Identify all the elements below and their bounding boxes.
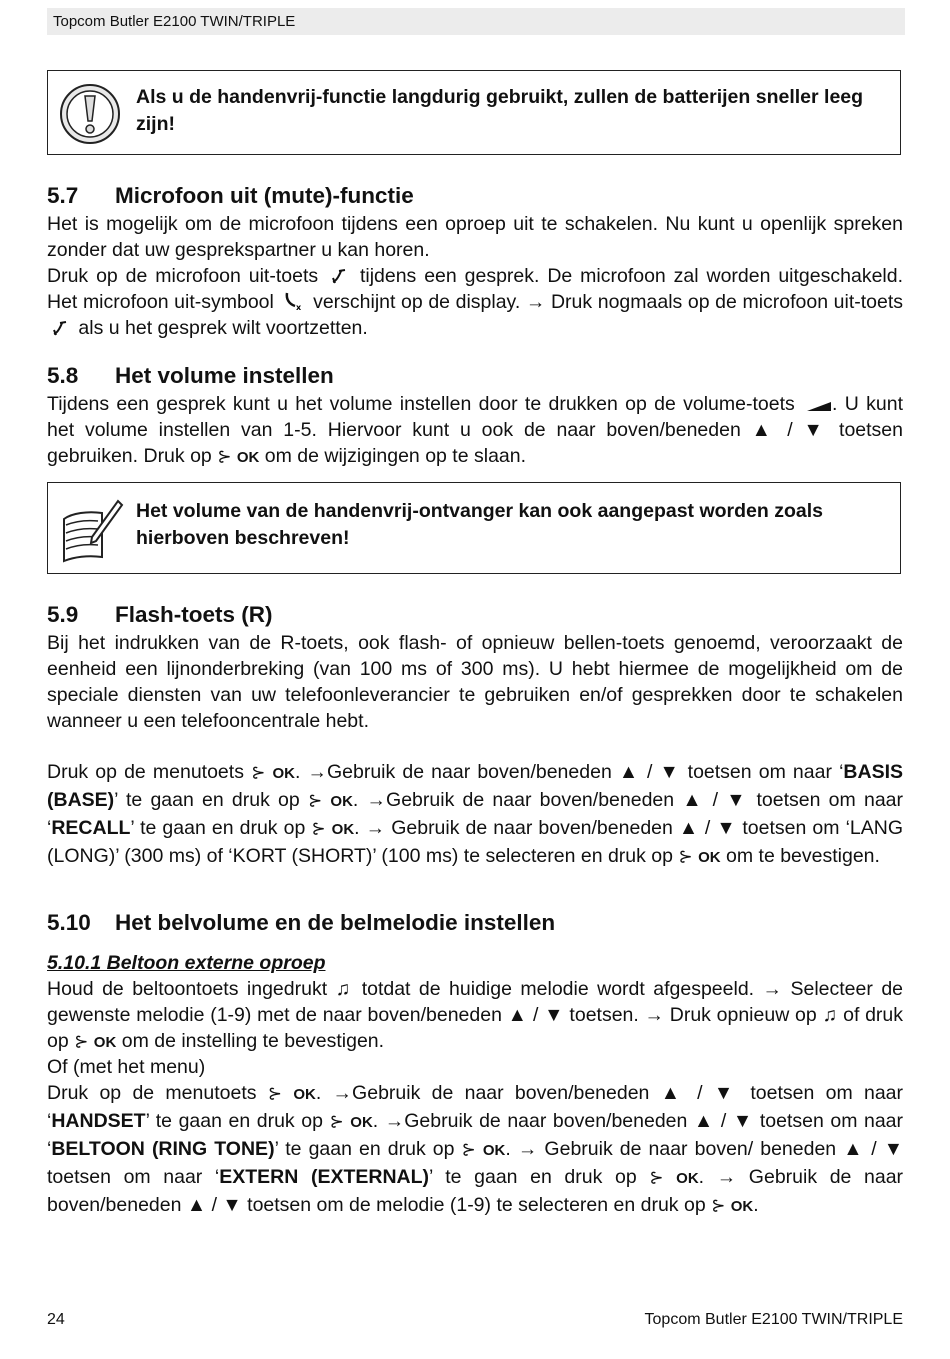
ok-key-icon: ⊱ [311,819,326,838]
ok-key-icon: ⊱ [74,1032,89,1051]
ok-label: OK [236,449,260,466]
text-run: . →Gebruik de naar boven/beneden ▲ / ▼ toetsen om naar ‘ [47,789,904,839]
text-run: ’ te gaan en druk op [145,1110,323,1132]
text-run: . → Gebruik de naar boven/beneden ▲ / ▼ toetsen om ‘LANG (LONG)’ (300 ms) of ‘KORT (SHORT)’ (100 ms) te selecteren en druk op [47,817,903,867]
info-note-text: Het volume van de handenvrij-ontvanger kan ook aangepast worden zoals hierboven beschreven! [136,500,823,549]
text-run: Druk op de menutoets [47,761,244,783]
ok-label: OK [331,821,355,838]
menu-option: HANDSET [51,1110,146,1132]
text-run: tijdens een gesprek. De microfoon zal worden uitgeschakeld. Het microfoon uit-symbool [47,265,904,313]
text-run: . [753,1194,759,1216]
menu-option: RECALL [51,817,131,839]
section-number: 5.8 [47,363,79,388]
text-run: . →Gebruik de naar boven/beneden ▲ / ▼ toetsen om naar ‘ [47,1082,904,1132]
footer-title: Topcom Butler E2100 TWIN/TRIPLE [644,1311,903,1328]
info-note [47,482,901,574]
ok-key-icon: ⊱ [678,847,693,866]
ok-label: OK [272,765,295,782]
ok-label: OK [350,1114,373,1131]
section-5-9-intro: Bij het indrukken van de R-toets, ook flash- of opnieuw bellen-toets genoemd, veroorzaakt de eenheid een lijnonderbreking (van 100 ms of 300 ms). U hebt hiermee de mogelijkheid om de speciale diensten van uw telefoonleverancier te gebruiken en/of gesprekken door te schakelen wanneer u een telefooncentrale hebt. [47,632,903,732]
ok-key-icon: ⊱ [307,791,323,810]
text-run: Druk op de microfoon uit-toets [47,265,319,287]
page-number: 24 [47,1311,65,1328]
ok-label: OK [730,1198,754,1215]
header-title: Topcom Butler E2100 TWIN/TRIPLE [53,13,296,30]
text-run: . U kunt het volume instellen van 1-5. Hiervoor kunt u ook de naar boven/beneden ▲ / ▼ toetsen gebruiken. Druk op [47,393,903,467]
section-5-10-title [47,909,555,937]
text-run: ’ te gaan en druk op [114,789,300,811]
text-run: Tijdens een gesprek kunt u het volume instellen door te drukken op de volume-toets [47,393,795,415]
section-number: 5.10 [47,910,91,935]
ok-key-icon: ⊱ [649,1168,664,1187]
text-run: totdat de huidige melodie wordt afgespeeld. → Selecteer de gewenste melodie (1-9) met de naar boven/beneden ▲ / ▼ toetsen. → Druk opnieuw op [47,978,904,1026]
section-title-text: Het belvolume en de belmelodie instellen [115,910,556,935]
section-5-10-1-menu-steps [47,1080,903,1220]
warning-note [47,70,901,155]
section-number: 5.9 [47,602,79,627]
exclamation-icon [58,83,122,145]
page-header [47,8,905,35]
text-run: of druk op [47,1004,904,1052]
ok-key-icon: ⊱ [711,1196,726,1215]
mute-key-icon [51,319,69,337]
section-5-8-text [47,391,903,471]
mute-symbol-icon [283,291,303,311]
menu-option: BELTOON (RING TONE) [51,1138,275,1160]
ok-key-icon: ⊱ [461,1140,476,1159]
menu-option: EXTERN (EXTERNAL) [219,1166,430,1188]
section-title-text: Flash-toets (R) [115,602,273,627]
text-run: Houd de beltoontoets ingedrukt [47,978,328,1000]
section-title-text: Het volume instellen [115,363,334,388]
volume-key-icon [806,399,832,413]
text-run: ’ te gaan en druk op [130,817,306,839]
text-run: . → Gebruik de naar boven/beneden ▲ / ▼ toetsen om de melodie (1-9) te selecteren en druk op [47,1166,904,1216]
text-run: Druk op de menutoets [47,1082,257,1104]
mute-key-icon [330,267,348,285]
ok-key-icon: ⊱ [251,763,266,782]
text-run: verschijnt op de display. → Druk nogmaals op de microfoon uit-toets [313,291,904,313]
text-run: om de wijzigingen op te slaan. [264,445,527,467]
ok-label: OK [482,1142,506,1159]
ok-key-icon: ⊱ [217,447,232,466]
section-5-10-1-text [47,976,903,1056]
text-run: om te bevestigen. [726,845,880,867]
ring-tone-key-icon: ♫ [822,1004,838,1026]
ok-key-icon: ⊱ [267,1084,283,1103]
warning-note-text: Als u de handenvrij-functie langdurig gebruikt, zullen de batterijen sneller leeg zijn! [136,86,864,135]
text-run: om de instelling te bevestigen. [121,1030,385,1052]
subsection-5-10-1-title: 5.10.1 Beltoon externe oproep [47,952,326,974]
text-run: . →Gebruik de naar boven/beneden ▲ / ▼ toetsen om naar ‘ [294,761,844,783]
notepad-pen-icon [58,495,124,563]
section-5-7-intro: Het is mogelijk om de microfoon tijdens een oproep uit te schakelen. Nu kunt u openlijk spreken zonder dat uw gesprekspartner u kan horen. [47,213,903,261]
ok-key-icon: ⊱ [329,1112,344,1131]
section-5-7-title [47,182,414,210]
text-run: . →Gebruik de naar boven/beneden ▲ / ▼ toetsen om naar ‘ [47,1110,904,1160]
section-5-7-steps [47,263,903,341]
text-run: ’ te gaan en druk op [429,1166,637,1188]
section-5-9-steps [47,759,903,871]
section-5-8-title [47,362,334,390]
section-number: 5.7 [47,183,79,208]
section-5-9-title [47,601,273,629]
ring-tone-key-icon: ♫ [335,978,354,1000]
section-title-text: Microfoon uit (mute)-functie [115,183,414,208]
ok-label: OK [698,849,721,866]
ok-label: OK [293,1086,316,1103]
menu-option: BASIS (BASE) [47,761,904,811]
ok-label: OK [330,793,353,810]
ok-label: OK [93,1034,117,1051]
text-run: ’ te gaan en druk op [274,1138,455,1160]
text-run: . → Gebruik de naar boven/ beneden ▲ / ▼ toetsen om naar ‘ [47,1138,904,1188]
section-5-10-1-or: Of (met het menu) [47,1056,206,1078]
svg-text:x: x [296,303,302,311]
ok-label: OK [676,1170,699,1187]
text-run: als u het gesprek wilt voortzetten. [78,317,368,339]
